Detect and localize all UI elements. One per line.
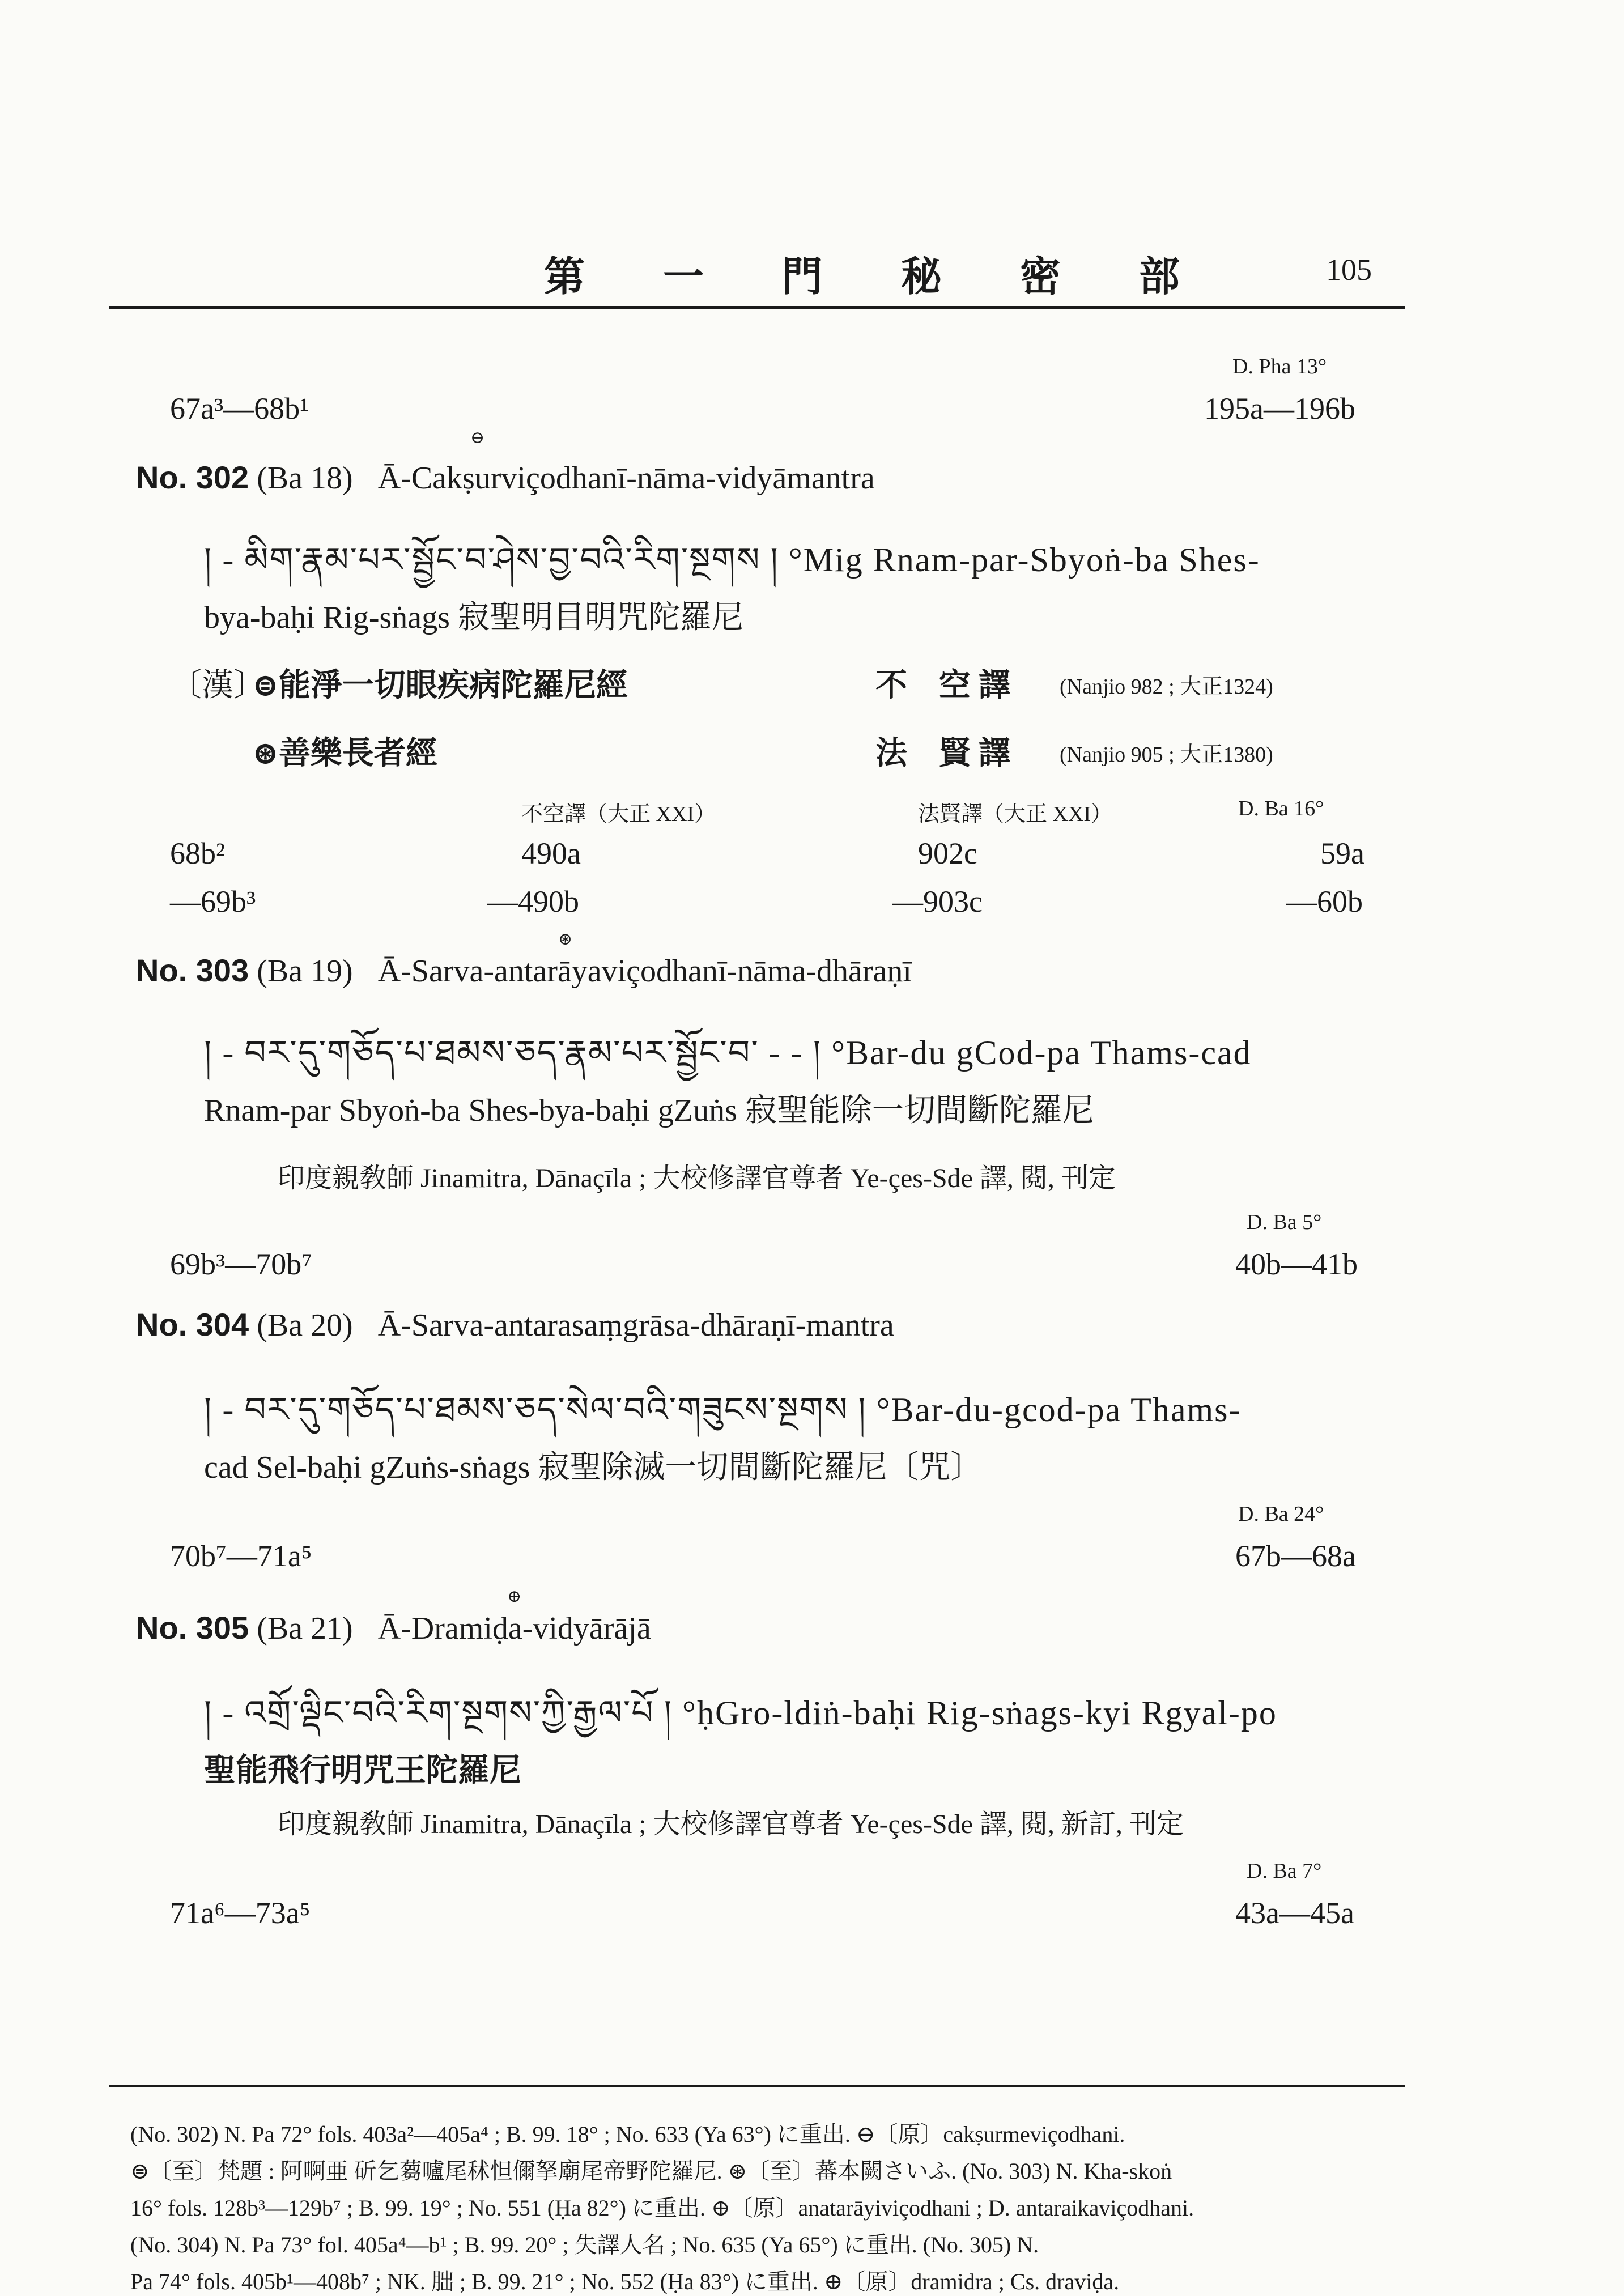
tibetan-title: ། - བར་དུ་གཅོད་པ་ཐམས་ཅད་རྣམ་པར་སྦྱོང་བ་ - - ། °Bar-du gCod-pa Thams-cad — [204, 1034, 1252, 1072]
translators: 印度親敎師 Jinamitra, Dānaçīla ; 大校修譯官尊者 Ye-çes-Sde 譯, 閱, 新訂, 刊定 — [278, 1809, 1184, 1839]
folio-left: 69b³—70b⁷ — [170, 1247, 313, 1281]
table-header: D. Ba 16° — [1238, 797, 1324, 820]
table-cell: —69b³ — [170, 885, 256, 919]
han-label: 〔漢〕 — [170, 668, 265, 703]
header-rule — [109, 306, 1405, 309]
table-cell: 490a — [521, 836, 581, 870]
table-cell: —60b — [1286, 885, 1363, 919]
entry-302-heading — [136, 459, 875, 496]
page-title: 第 一 門 秘 密 部 — [544, 254, 1214, 300]
table-cell: 902c — [918, 836, 977, 870]
tibetan-title: ། - བར་དུ་གཅོད་པ་ཐམས་ཅད་སེལ་བའི་གཟུངས་སྔགས ། °Bar-du-gcod-pa Thams- — [204, 1391, 1242, 1428]
folio-left: 67a³—68b¹ — [170, 392, 309, 426]
derge-ref: D. Ba 5° — [1247, 1210, 1322, 1234]
folio-left: 71a⁶—73a⁵ — [170, 1896, 311, 1930]
han-translator: 法 賢 譯 — [875, 736, 1010, 771]
page-number: 105 — [1326, 253, 1372, 287]
folio-right: 67b—68a — [1235, 1539, 1356, 1573]
han-translator: 不 空 譯 — [875, 668, 1010, 703]
table-cell: —490b — [487, 885, 579, 919]
entry-line: 聖能飛行明咒王陀羅尼 — [204, 1753, 521, 1788]
footnote-line: (No. 302) N. Pa 72° fols. 403a²—405a⁴ ; B. 99. 18° ; No. 633 (Ya 63°) に重出. ⊖〔原〕cakṣurmeviçodhani. — [130, 2121, 1125, 2147]
folio-right: 40b—41b — [1235, 1247, 1358, 1281]
entry-line: bya-baḥi Rig-sṅags 寂聖明目明咒陀羅尼 — [204, 600, 743, 635]
table-cell: 59a — [1320, 836, 1364, 870]
entry-ba: (Ba 21) — [257, 1611, 353, 1646]
han-title: ⊜能淨一切眼疾病陀羅尼經 — [252, 668, 628, 703]
folio-right: 195a—196b — [1204, 392, 1355, 426]
entry-number: No. 302 — [136, 460, 249, 495]
han-ref: (Nanjio 982 ; 大正1324) — [1060, 675, 1273, 699]
note-marker: ⊕ — [507, 1587, 522, 1606]
entry-line: cad Sel-baḥi gZuṅs-sṅags 寂聖除滅一切間斷陀羅尼〔咒〕 — [204, 1450, 983, 1485]
table-header: 法賢譯（大正 XXI） — [918, 802, 1113, 826]
derge-ref: D. Ba 24° — [1238, 1502, 1324, 1526]
han-title: ⊛善樂長者經 — [252, 736, 437, 771]
footnote-rule — [109, 2085, 1405, 2087]
derge-ref: D. Pha 13° — [1232, 355, 1327, 379]
han-ref: (Nanjio 905 ; 大正1380) — [1060, 743, 1273, 767]
translators: 印度親敎師 Jinamitra, Dānaçīla ; 大校修譯官尊者 Ye-çes-Sde 譯, 閱, 刊定 — [278, 1163, 1116, 1193]
entry-304-heading — [136, 1306, 894, 1343]
folio-right: 43a—45a — [1235, 1896, 1354, 1930]
entry-ba: (Ba 20) — [257, 1308, 353, 1343]
entry-ba: (Ba 19) — [257, 954, 353, 989]
folio-left: 70b⁷—71a⁵ — [170, 1539, 312, 1573]
entry-303-heading — [136, 952, 912, 989]
entry-number: No. 303 — [136, 953, 249, 988]
entry-ba: (Ba 18) — [257, 461, 353, 496]
footnote-line: (No. 304) N. Pa 73° fol. 405a⁴—b¹ ; B. 99. 20° ; 失譯人名 ; No. 635 (Ya 65°) に重出. (No. 305) N. — [130, 2232, 1039, 2257]
tibetan-title: ། - འགྲོ་ལྡིང་བའི་རིག་སྔགས་ཀྱི་རྒྱལ་པོ ། °ḥGro-ldiṅ-baḥi Rig-sṅags-kyi Rgyal-po — [204, 1694, 1277, 1732]
table-cell: 68b² — [170, 836, 226, 870]
footnote-line: Pa 74° fols. 405b¹—408b⁷ ; NK. 朏 ; B. 99. 21° ; No. 552 (Ḥa 83°) に重出. ⊕〔原〕dramidra ; Cs. draviḍa. — [130, 2269, 1120, 2294]
tibetan-title: ། - མིག་རྣམ་པར་སྦྱོང་བ་ཤེས་བྱ་བའི་རིག་སྔགས ། °Mig Rnam-par-Sbyoṅ-ba Shes- — [204, 541, 1260, 579]
entry-number: No. 305 — [136, 1610, 249, 1646]
entry-number: No. 304 — [136, 1307, 249, 1342]
note-marker: ⊖ — [470, 428, 485, 447]
entry-line: Rnam-par Sbyoṅ-ba Shes-bya-baḥi gZuṅs 寂聖能除一切間斷陀羅尼 — [204, 1093, 1094, 1128]
entry-title: Ā-Dramiḍa-vidyārājā — [377, 1611, 651, 1646]
footnote-line: 16° fols. 128b³—129b⁷ ; B. 99. 19° ; No. 551 (Ḥa 82°) に重出. ⊕〔原〕anatarāyiviçodhani ; D. antaraikaviçodhani. — [130, 2195, 1194, 2221]
entry-title: Ā-Sarva-antarāyaviçodhanī-nāma-dhāraṇī — [377, 954, 912, 989]
entry-title: Ā-Cakṣurviçodhanī-nāma-vidyāmantra — [377, 461, 875, 496]
derge-ref: D. Ba 7° — [1247, 1859, 1322, 1883]
entry-title: Ā-Sarva-antarasaṃgrāsa-dhāraṇī-mantra — [377, 1308, 894, 1343]
note-marker: ⊛ — [558, 930, 573, 949]
table-cell: —903c — [892, 885, 983, 919]
entry-305-heading — [136, 1609, 651, 1647]
footnote-line: ⊜〔至〕梵題 : 阿啊亜 斫乞蒭嚧尾秫怛儞拏廟尾帝野陀羅尼. ⊛〔至〕蕃本闕さいふ. (No. 303) N. Kha-skoṅ — [130, 2158, 1172, 2184]
table-header: 不空譯（大正 XXI） — [521, 802, 716, 826]
